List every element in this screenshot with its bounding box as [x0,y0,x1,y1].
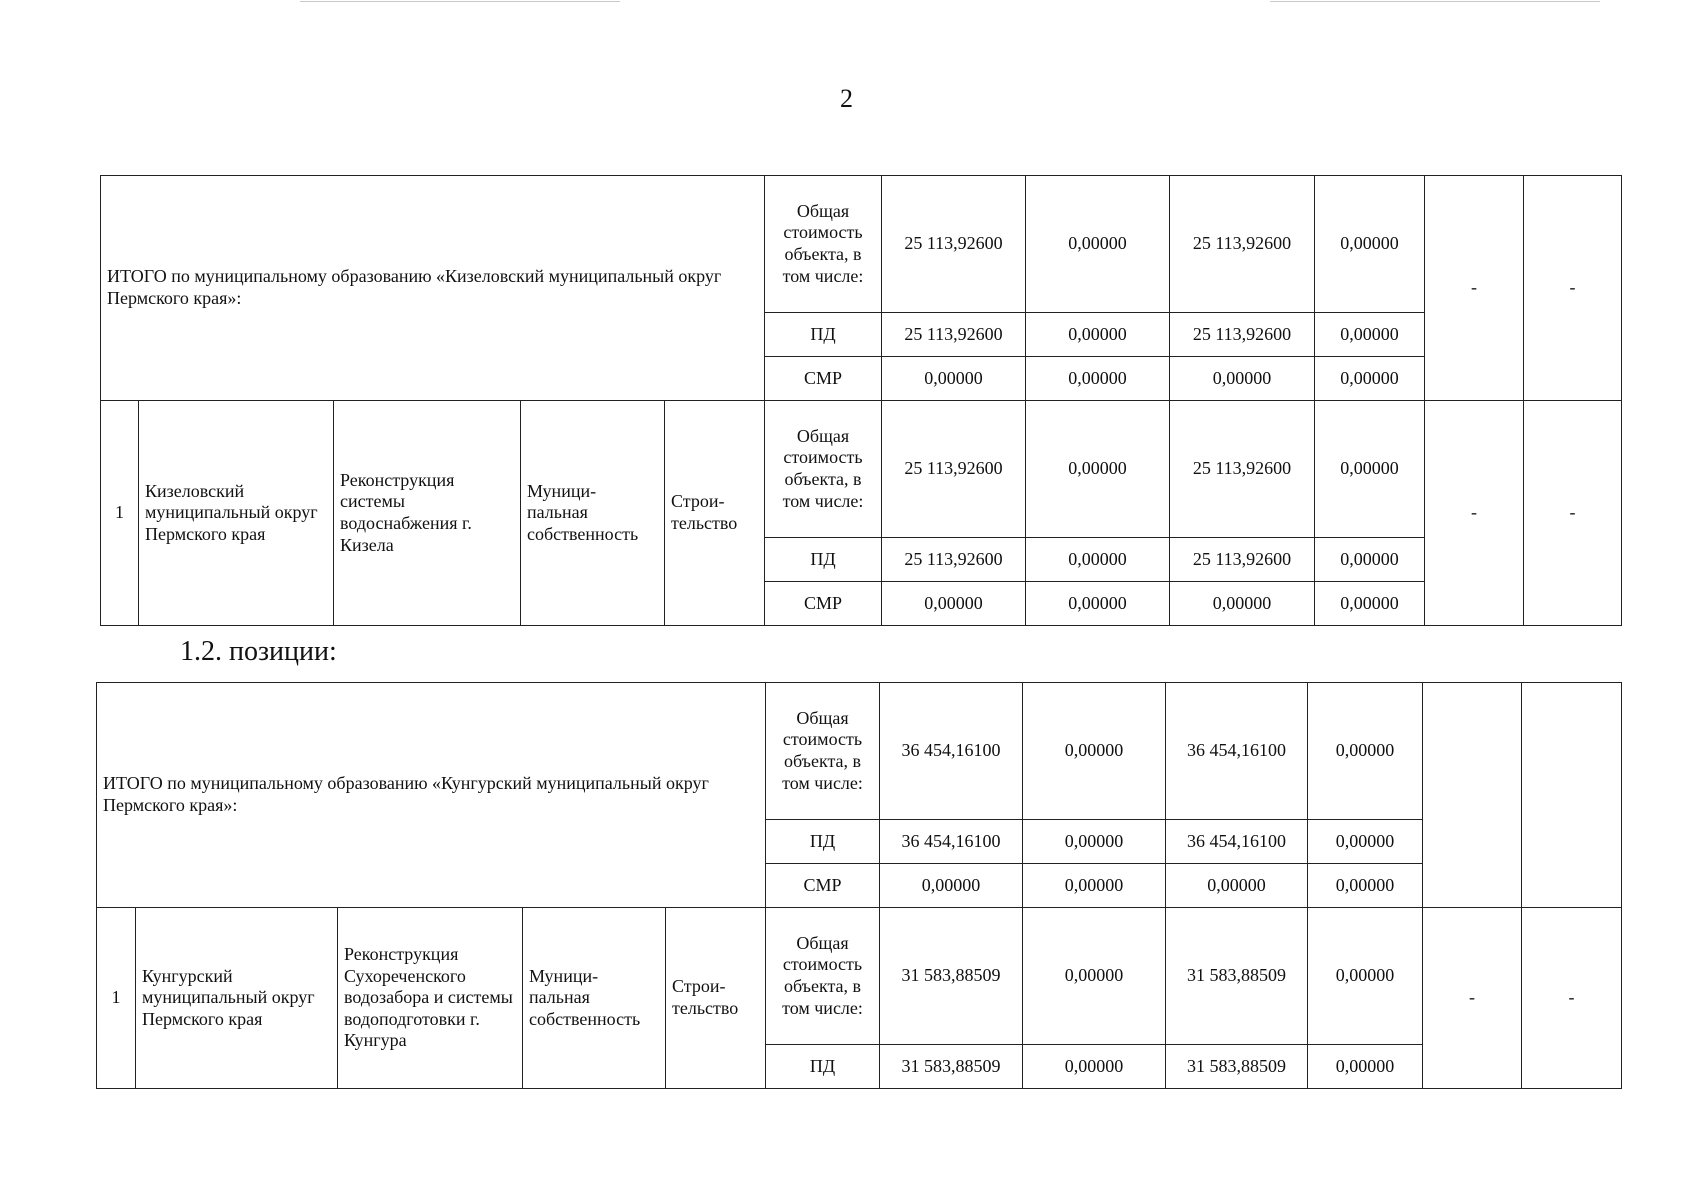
value-cell: 25 113,92600 [1170,401,1315,538]
value-cell: 0,00000 [1170,357,1315,401]
pd-label: ПД [766,1045,880,1089]
section-heading: 1.2. позиции: [180,636,337,667]
smr-label: СМР [766,864,880,908]
row-index: 1 [97,908,136,1089]
value-cell: 36 454,16100 [880,683,1023,820]
work-type-cell: Строи- тельство [665,401,765,626]
value-cell: 25 113,92600 [1170,313,1315,357]
total-cost-label: Общая стоимость объекта, в том числе: [766,683,880,820]
value-cell: 0,00000 [1026,538,1170,582]
kizel-table [100,175,1622,626]
value-cell: 31 583,88509 [1166,1045,1308,1089]
value-cell: 0,00000 [1308,820,1423,864]
object-name-cell: Реконструкция системы водоснабжения г. Кизела [334,401,521,626]
value-cell: 0,00000 [1315,538,1425,582]
municipality-cell: Кунгурский муниципальный округ Пермского края [136,908,338,1089]
value-cell: 36 454,16100 [880,820,1023,864]
value-cell: 0,00000 [1315,582,1425,626]
value-cell: 31 583,88509 [880,1045,1023,1089]
value-cell: 0,00000 [1166,864,1308,908]
value-cell: 25 113,92600 [882,313,1026,357]
total-cost-label: Общая стоимость объекта, в том числе: [766,908,880,1045]
dash-cell: - [1522,908,1622,1089]
value-cell: 25 113,92600 [882,538,1026,582]
dash-cell: - [1524,401,1622,626]
value-cell: 36 454,16100 [1166,820,1308,864]
value-cell: 0,00000 [1023,683,1166,820]
work-type-cell: Строи- тельство [666,908,766,1089]
value-cell: 0,00000 [1315,401,1425,538]
total-label: ИТОГО по муниципальному образованию «Кунгурский муниципальный округ Пермского края»: [97,683,766,908]
value-cell: 0,00000 [882,582,1026,626]
dash-cell: - [1423,908,1522,1089]
value-cell: 0,00000 [880,864,1023,908]
value-cell: 0,00000 [1026,313,1170,357]
empty-cell [1423,683,1522,908]
value-cell: 0,00000 [1315,313,1425,357]
value-cell: 0,00000 [1308,1045,1423,1089]
kungur-table [96,682,1622,1089]
value-cell: 31 583,88509 [880,908,1023,1045]
value-cell: 0,00000 [1308,864,1423,908]
value-cell: 0,00000 [1023,820,1166,864]
total-cost-label: Общая стоимость объекта, в том числе: [765,176,882,313]
pd-label: ПД [766,820,880,864]
pd-label: ПД [765,538,882,582]
value-cell: 0,00000 [1026,582,1170,626]
value-cell: 25 113,92600 [882,401,1026,538]
ownership-cell: Муници- пальная собственность [521,401,665,626]
pd-label: ПД [765,313,882,357]
value-cell: 31 583,88509 [1166,908,1308,1045]
dash-cell: - [1425,401,1524,626]
total-label: ИТОГО по муниципальному образованию «Кизеловский муниципальный округ Пермского края»: [101,176,765,401]
empty-cell [1522,683,1622,908]
scan-edge-mark [1270,1,1600,2]
value-cell: 0,00000 [1170,582,1315,626]
value-cell: 0,00000 [882,357,1026,401]
value-cell: 0,00000 [1023,908,1166,1045]
value-cell: 36 454,16100 [1166,683,1308,820]
value-cell: 0,00000 [1308,683,1423,820]
smr-label: СМР [765,582,882,626]
object-name-cell: Реконструкция Сухореченского водозабора и системы водоподготовки г. Кунгура [338,908,523,1089]
dash-cell: - [1425,176,1524,401]
value-cell: 0,00000 [1023,1045,1166,1089]
total-cost-label: Общая стоимость объекта, в том числе: [765,401,882,538]
value-cell: 25 113,92600 [1170,176,1315,313]
dash-cell: - [1524,176,1622,401]
smr-label: СМР [765,357,882,401]
ownership-cell: Муници- пальная собственность [523,908,666,1089]
value-cell: 0,00000 [1308,908,1423,1045]
page-number: 2 [840,84,853,113]
row-index: 1 [101,401,139,626]
value-cell: 0,00000 [1315,357,1425,401]
value-cell: 25 113,92600 [882,176,1026,313]
value-cell: 0,00000 [1026,401,1170,538]
value-cell: 0,00000 [1026,176,1170,313]
value-cell: 0,00000 [1023,864,1166,908]
value-cell: 0,00000 [1026,357,1170,401]
municipality-cell: Кизеловский муниципальный округ Пермского края [139,401,334,626]
scan-edge-mark [300,1,620,2]
value-cell: 0,00000 [1315,176,1425,313]
value-cell: 25 113,92600 [1170,538,1315,582]
